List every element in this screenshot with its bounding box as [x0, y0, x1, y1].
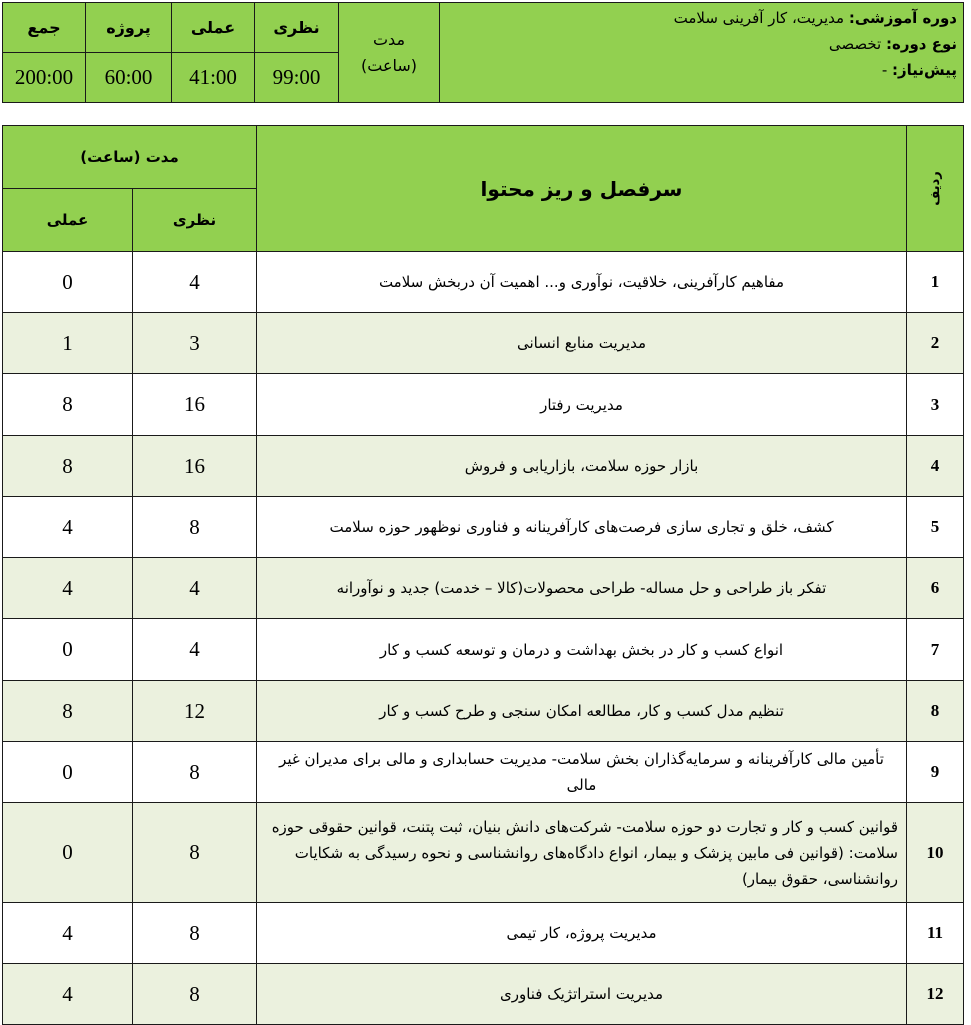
row-practical-hours: 0: [3, 742, 133, 803]
course-info: [440, 3, 964, 103]
row-practical-hours: 0: [3, 252, 133, 313]
row-number: 3: [907, 374, 964, 436]
row-number: 7: [907, 619, 964, 681]
row-number: 5: [907, 497, 964, 558]
table-row: [3, 681, 964, 742]
row-theory-hours: 4: [133, 558, 257, 619]
syllabus-table: [2, 125, 964, 1025]
summary-total-value: 200:00: [3, 53, 86, 103]
row-number-header: [907, 126, 964, 252]
row-number: 11: [907, 903, 964, 964]
row-practical-hours: 8: [3, 681, 133, 742]
duration-header: مدت (ساعت): [3, 126, 257, 189]
topic-header: سرفصل و ریز محتوا: [257, 126, 907, 252]
row-topic: انواع کسب و کار در بخش بهداشت و درمان و توسعه کسب و کار: [257, 619, 907, 681]
row-topic: قوانین کسب و کار و تجارت دو حوزه سلامت- شرکت‌های دانش بنیان، ثبت پتنت، قوانین حقوقی حوزه سلامت: (قوانین فی مابین پزشک و بیمار، انواع دادگاه‌های روانشناسی و نحوه رسیدگی به شکایات روانشناسی، حقوق بیمار): [257, 803, 907, 903]
row-number: 1: [907, 252, 964, 313]
row-topic: کشف، خلق و تجاری سازی فرصت‌های کارآفرینانه و فناوری نوظهور حوزه سلامت: [257, 497, 907, 558]
row-theory-hours: 4: [133, 252, 257, 313]
row-theory-hours: 3: [133, 313, 257, 374]
row-practical-hours: 4: [3, 903, 133, 964]
prereq-line: [440, 57, 957, 83]
prereq-label: پیش‌نیاز:: [892, 61, 957, 79]
theory-header: نظری: [133, 189, 257, 252]
prereq-value: -: [881, 61, 888, 79]
row-theory-hours: 12: [133, 681, 257, 742]
table-row: [3, 903, 964, 964]
course-summary-table: [2, 2, 964, 103]
row-theory-hours: 8: [133, 497, 257, 558]
type-label: نوع دوره:: [885, 35, 957, 53]
row-number: 6: [907, 558, 964, 619]
summary-theory-value: 99:00: [255, 53, 339, 103]
row-theory-hours: 4: [133, 619, 257, 681]
row-topic: تفکر باز طراحی و حل مساله- طراحی محصولات(کالا – خدمت) جدید و نوآورانه: [257, 558, 907, 619]
table-row: [3, 313, 964, 374]
row-topic: مدیریت استراتژیک فناوری: [257, 964, 907, 1025]
summary-header-theory: نظری: [255, 3, 339, 53]
row-topic: مفاهیم کارآفرینی، خلاقیت، نوآوری و... اهمیت آن دربخش سلامت: [257, 252, 907, 313]
table-row: [3, 497, 964, 558]
row-practical-hours: 4: [3, 558, 133, 619]
table-row: [3, 619, 964, 681]
row-topic: مدیریت پروژه، کار تیمی: [257, 903, 907, 964]
summary-duration-label: مدت (ساعت): [339, 3, 440, 103]
row-topic: تأمین مالی کارآفرینانه و سرمایه‌گذاران بخش سلامت- مدیریت حسابداری و مالی برای مدیران غیر مالی: [257, 742, 907, 803]
table-row: [3, 803, 964, 903]
summary-practical-value: 41:00: [172, 53, 255, 103]
row-topic: مدیریت رفتار: [257, 374, 907, 436]
row-theory-hours: 8: [133, 964, 257, 1025]
table-row: [3, 374, 964, 436]
row-number: 9: [907, 742, 964, 803]
row-number: 8: [907, 681, 964, 742]
summary-header-practical: عملی: [172, 3, 255, 53]
row-practical-hours: 1: [3, 313, 133, 374]
row-practical-hours: 4: [3, 497, 133, 558]
table-row: [3, 558, 964, 619]
summary-header-total: جمع: [3, 3, 86, 53]
table-row: [3, 436, 964, 497]
practical-header: عملی: [3, 189, 133, 252]
row-theory-hours: 8: [133, 742, 257, 803]
row-practical-hours: 0: [3, 803, 133, 903]
row-number: 12: [907, 964, 964, 1025]
row-number-header-label: ردیف: [927, 171, 943, 206]
row-topic: بازار حوزه سلامت، بازاریابی و فروش: [257, 436, 907, 497]
course-value: مدیریت، کار آفرینی سلامت: [673, 9, 845, 27]
row-theory-hours: 16: [133, 436, 257, 497]
row-practical-hours: 8: [3, 374, 133, 436]
course-line: [440, 5, 957, 31]
table-row: [3, 742, 964, 803]
row-topic: تنظیم مدل کسب و کار، مطالعه امکان سنجی و طرح کسب و کار: [257, 681, 907, 742]
type-line: [440, 31, 957, 57]
row-number: 2: [907, 313, 964, 374]
row-practical-hours: 8: [3, 436, 133, 497]
row-number: 10: [907, 803, 964, 903]
row-theory-hours: 8: [133, 803, 257, 903]
summary-project-value: 60:00: [86, 53, 172, 103]
row-topic: مدیریت منابع انسانی: [257, 313, 907, 374]
table-row: [3, 964, 964, 1025]
type-value: تخصصی: [828, 35, 882, 53]
row-theory-hours: 16: [133, 374, 257, 436]
row-practical-hours: 0: [3, 619, 133, 681]
row-number: 4: [907, 436, 964, 497]
summary-header-project: پروژه: [86, 3, 172, 53]
table-row: [3, 252, 964, 313]
row-theory-hours: 8: [133, 903, 257, 964]
row-practical-hours: 4: [3, 964, 133, 1025]
course-label: دوره آموزشی:: [848, 9, 957, 27]
